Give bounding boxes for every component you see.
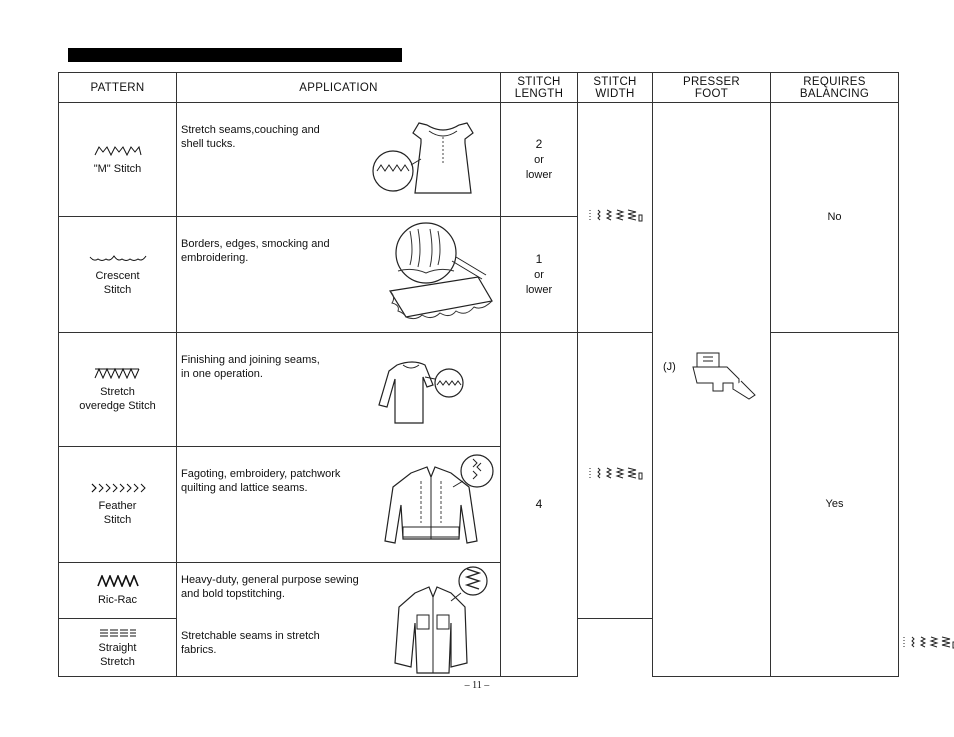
stitch-length-cell: 2 or lower [501,103,578,217]
stretch-overedge-icon [93,367,143,379]
pattern-cell [59,333,177,447]
pattern-name: "M" Stitch [93,162,142,175]
presser-foot-label: (J) [663,361,676,373]
pattern-name: Crescent [95,269,140,282]
page-number: – 11 – [464,680,490,691]
header-stitch-length: STITCH LENGTH [501,73,578,103]
pattern-name: Feather [98,499,137,512]
workshirt-illustration-icon [381,563,491,675]
pattern-name: Straight [98,641,137,654]
straight-stretch-icon [98,627,138,639]
application-cell [177,333,501,447]
pattern-name: Stitch [103,283,132,296]
feather-stitch-icon [90,483,146,493]
balancing-value: Yes [825,498,844,510]
header-pattern: PATTERN [59,73,177,103]
application-cell [177,103,501,217]
pattern-name: overedge Stitch [79,399,156,412]
stitch-width-cell [578,103,653,333]
pattern-cell [59,563,177,619]
crescent-stitch-icon [88,253,148,263]
pattern-cell [59,103,177,217]
header-stitch-width: STITCH WIDTH [578,73,653,103]
header-row [59,73,899,103]
pattern-cell [59,217,177,333]
dress-illustration-icon [369,113,494,208]
pattern-name: Stitch [103,513,132,526]
jacket-illustration-icon [373,453,498,557]
header-bar [68,48,402,62]
application-cell [177,563,501,677]
balancing-cell [771,333,899,677]
application-text: Heavy-duty, general purpose sewing and bold topstitching. [181,574,359,600]
application-text: Borders, edges, smocking and embroidering. [181,238,330,264]
stitch-length-cell: 1 or lower [501,217,578,333]
table-row [59,103,899,217]
pillow-illustration-icon [382,221,497,325]
presser-foot-icon [683,349,763,407]
m-stitch-icon [93,144,143,156]
balancing-value: No [827,211,842,223]
application-cell [177,217,501,333]
header-application: APPLICATION [177,73,501,103]
application-text: Finishing and joining seams, in one operation. [181,354,320,380]
application-text: Fagoting, embroidery, patchwork quilting and lattice seams. [181,468,341,494]
pattern-cell [59,619,177,677]
ric-rac-icon [96,575,140,587]
width-scale-icon [585,208,645,222]
width-scale-icon [585,466,645,480]
table-row [59,333,899,447]
application-text: Stretchable seams in stretch fabrics. [181,630,320,656]
stitch-length-cell: 4 [501,333,578,677]
application-text: Stretch seams,couching and shell tucks. [181,124,320,150]
pattern-name: Ric-Rac [97,593,138,606]
presser-foot-cell [653,103,771,677]
application-cell [177,447,501,563]
stitch-width-cell [578,333,653,619]
balancing-cell [771,103,899,333]
stitch-chart-table [58,72,899,677]
pattern-name: Stretch [100,655,135,668]
header-requires-balancing: REQUIRES BALANCING [771,73,899,103]
pattern-cell [59,447,177,563]
sweater-illustration-icon [373,357,483,429]
header-presser-foot: PRESSER FOOT [653,73,771,103]
pattern-name: Stretch [100,385,135,398]
width-scale-icon [899,635,954,649]
